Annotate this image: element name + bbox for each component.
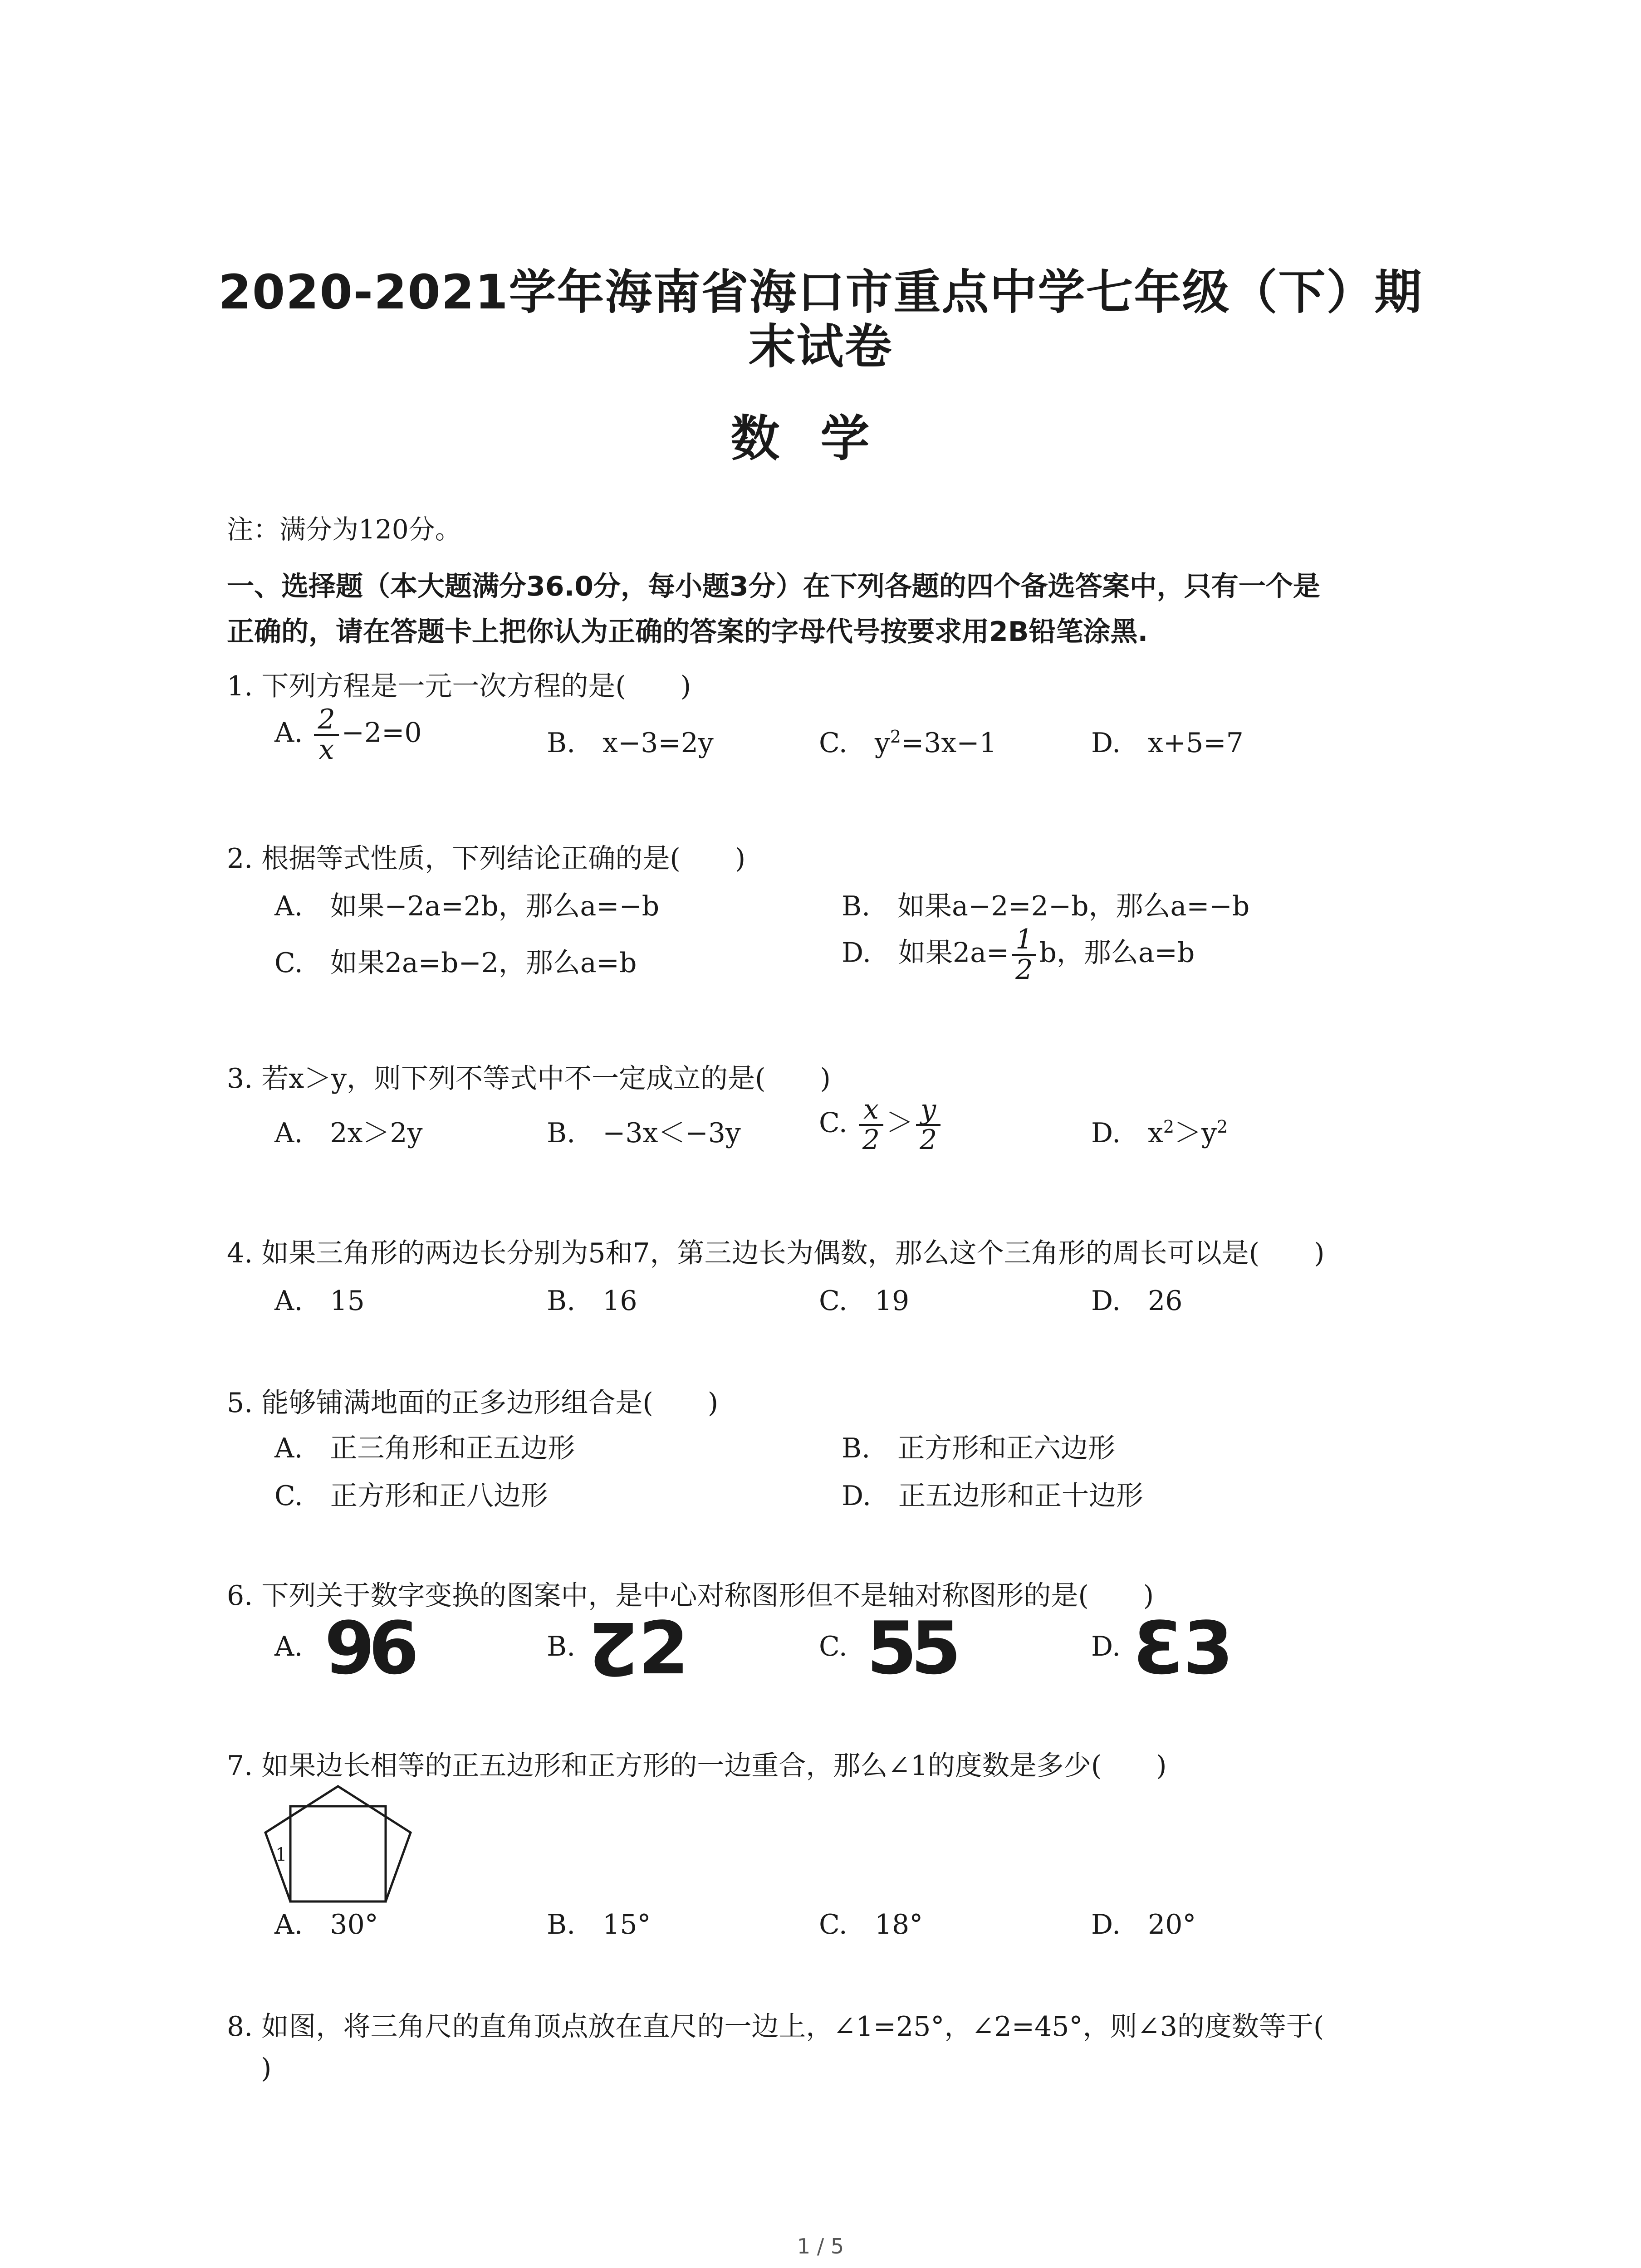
q2-option-b[interactable]: B. 如果a−2=2−b，那么a=−b (842, 890, 1250, 922)
q6-option-a-figure: 96 (324, 1606, 413, 1691)
q4-option-d[interactable]: D. 26 (1091, 1285, 1183, 1317)
q1-option-a-rest: −2=0 (341, 717, 422, 749)
exam-title-line1: 2020-2021学年海南省海口市重点中学七年级（下）期 (218, 264, 1423, 320)
q3-option-c-fraction-2 (916, 1095, 941, 1154)
q2-option-d-pre: D. 如果2a= (842, 937, 1009, 969)
q3-option-a[interactable]: A. 2x＞2y (274, 1117, 423, 1149)
question-5-stem: 5. 能够铺满地面的正多边形组合是( ) (227, 1387, 719, 1419)
q1-option-c-rest: =3x−1 (901, 727, 997, 759)
q7-option-c[interactable]: C. 18° (819, 1909, 923, 1941)
q2-option-d-fraction (1012, 925, 1036, 984)
q2-d-numerator: 1 (1012, 925, 1036, 956)
q3-option-d-exponent-2: 2 (1216, 1117, 1228, 1137)
q1-option-a-fraction (314, 705, 338, 764)
q3-c-denominator-2: 2 (920, 1124, 937, 1156)
q2-option-d-post: b，那么a=b (1039, 937, 1195, 969)
q1-option-c[interactable] (819, 721, 997, 760)
q1-option-b[interactable]: B. x−3=2y (547, 727, 714, 759)
q6-b-digit: 2 (638, 1606, 683, 1691)
q4-option-b[interactable]: B. 16 (547, 1285, 637, 1317)
q4-option-c[interactable]: C. 19 (819, 1285, 910, 1317)
q7-option-d[interactable]: D. 20° (1091, 1909, 1196, 1941)
q3-option-c-label: C. (819, 1107, 847, 1139)
question-3-stem: 3. 若x＞y，则下列不等式中不一定成立的是( ) (227, 1063, 831, 1095)
q6-option-b-figure (594, 1606, 683, 1691)
q5-option-b[interactable]: B. 正方形和正六边形 (842, 1432, 1116, 1464)
q4-option-a[interactable]: A. 15 (274, 1285, 365, 1317)
q1-option-c-base: C. y (819, 727, 890, 759)
q3-option-d-exponent-1: 2 (1163, 1117, 1175, 1137)
q3-option-d-base: D. x (1091, 1117, 1163, 1149)
question-6-stem: 6. 下列关于数字变换的图案中，是中心对称图形但不是轴对称图形的是( ) (227, 1580, 1154, 1612)
q2-d-denominator: 2 (1015, 954, 1033, 986)
q5-option-d[interactable]: D. 正五边形和正十边形 (842, 1480, 1144, 1512)
angle-1-label: 1 (275, 1844, 287, 1865)
q3-option-c-fraction-1 (859, 1095, 883, 1154)
question-4-stem: 4. 如果三角形的两边长分别为5和7，第三边长为偶数，那么这个三角形的周长可以是( ) (227, 1237, 1325, 1269)
q2-option-c[interactable]: C. 如果2a=b−2，那么a=b (274, 947, 637, 979)
question-1-stem: 1. 下列方程是一元一次方程的是( ) (227, 670, 691, 702)
page-number: 1 / 5 (797, 2234, 844, 2258)
q2-option-d[interactable] (842, 925, 1195, 984)
q5-option-c[interactable]: C. 正方形和正八边形 (274, 1480, 548, 1512)
q6-option-c-label[interactable]: C. (819, 1631, 847, 1662)
q6-option-c-figure: 55 (867, 1606, 955, 1691)
q3-option-b[interactable]: B. −3x＜−3y (547, 1117, 741, 1149)
q6-d-digit: 3 (1183, 1606, 1227, 1691)
exam-title-line2: 末试卷 (748, 319, 893, 374)
q3-option-c-relation: ＞ (886, 1107, 914, 1139)
question-2-stem: 2. 根据等式性质，下列结论正确的是( ) (227, 843, 746, 875)
q1-option-d[interactable]: D. x+5=7 (1091, 727, 1244, 759)
q6-option-a-label[interactable]: A. (274, 1631, 303, 1662)
q1-option-c-exponent: 2 (890, 727, 901, 747)
q1-a-numerator: 2 (314, 705, 338, 736)
q1-option-a[interactable] (274, 705, 422, 764)
q7-option-a[interactable]: A. 30° (274, 1909, 378, 1941)
q1-a-denominator: x (318, 734, 334, 766)
q1-option-a-label: A. (274, 717, 303, 749)
pentagon-square-figure (256, 1783, 420, 1905)
q6-option-d-figure (1139, 1606, 1227, 1691)
q5-option-a[interactable]: A. 正三角形和正五边形 (274, 1432, 575, 1464)
q3-c-numerator-1: x (859, 1095, 883, 1126)
question-8-stem-line1: 8. 如图，将三角尺的直角顶点放在直尺的一边上，∠1=25°，∠2=45°，则∠3的度数等于( (227, 2011, 1324, 2043)
section1-instructions-line2: 正确的，请在答题卡上把你认为正确的答案的字母代号按要求用2B铅笔涂黑. (227, 616, 1148, 648)
q7-option-b[interactable]: B. 15° (547, 1909, 651, 1941)
q3-option-d-relation: ＞y (1174, 1117, 1217, 1149)
q6-option-b-label[interactable]: B. (547, 1631, 576, 1662)
q3-option-c[interactable] (819, 1095, 943, 1154)
section1-instructions-line1: 一、选择题（本大题满分36.0分，每小题3分）在下列各题的四个备选答案中，只有一个是 (227, 571, 1320, 602)
q2-option-a[interactable]: A. 如果−2a=2b，那么a=−b (274, 890, 660, 922)
q6-b-mirrored-digit: 2 (594, 1606, 639, 1691)
question-8-stem-line2: ) (261, 2053, 272, 2084)
question-7-stem: 7. 如果边长相等的正五边形和正方形的一边重合，那么∠1的度数是多少( ) (227, 1750, 1167, 1782)
q6-option-d-label[interactable]: D. (1091, 1631, 1121, 1662)
subject-heading: 数学 (730, 411, 911, 467)
q6-d-mirrored-digit: 3 (1139, 1606, 1183, 1691)
score-note: 注：满分为120分。 (227, 514, 461, 545)
q3-c-numerator-2: y (916, 1095, 941, 1126)
q3-option-d[interactable] (1091, 1111, 1228, 1150)
q3-c-denominator-1: 2 (862, 1124, 880, 1156)
